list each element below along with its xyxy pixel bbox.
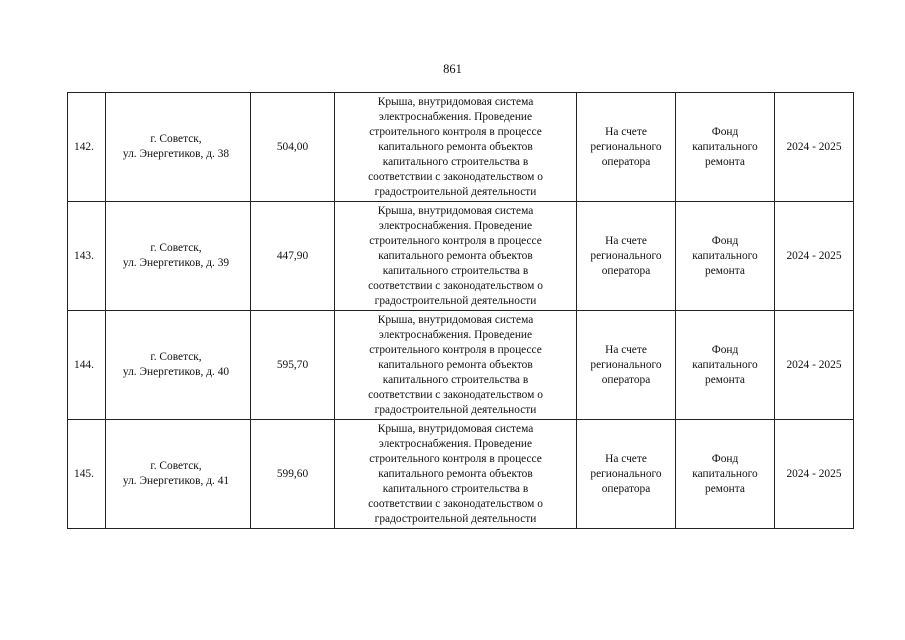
page-number: 861 bbox=[443, 62, 462, 76]
account-line: оператора bbox=[601, 482, 651, 495]
account-cell bbox=[577, 202, 676, 311]
work-description-cell bbox=[335, 420, 577, 529]
fund-line: ремонта bbox=[705, 155, 745, 168]
period-value: 2024 - 2025 bbox=[786, 140, 842, 153]
repair-works-table bbox=[67, 92, 854, 529]
fund-line: Фонд bbox=[711, 234, 739, 247]
work-line: строительного контроля в процессе bbox=[369, 234, 542, 247]
address-city: г. Советск, bbox=[150, 351, 202, 363]
work-line: капитального ремонта объектов bbox=[378, 358, 533, 371]
work-description-cell bbox=[335, 311, 577, 420]
address-street: ул. Энергетиков, д. 39 bbox=[122, 257, 230, 269]
work-line: капитального строительства в bbox=[382, 264, 529, 277]
account-line: На счете bbox=[605, 343, 647, 356]
fund-cell bbox=[676, 93, 775, 202]
work-line: капитального ремонта объектов bbox=[378, 467, 533, 480]
period-cell bbox=[775, 420, 854, 529]
work-line: градостроительной деятельности bbox=[374, 294, 537, 307]
table-body bbox=[68, 93, 854, 529]
area-value: 599,60 bbox=[276, 467, 309, 480]
period-value: 2024 - 2025 bbox=[786, 467, 842, 480]
address-cell bbox=[106, 93, 251, 202]
work-line: Крыша, внутридомовая система bbox=[377, 204, 534, 217]
account-line: регионального bbox=[590, 467, 662, 480]
account-cell bbox=[577, 93, 676, 202]
address-city: г. Советск, bbox=[150, 242, 202, 254]
row-number-cell bbox=[68, 311, 106, 420]
account-line: регионального bbox=[590, 249, 662, 262]
work-line: градостроительной деятельности bbox=[374, 185, 537, 198]
work-line: капитального ремонта объектов bbox=[378, 249, 533, 262]
fund-line: капитального bbox=[692, 467, 758, 480]
row-number: 145. bbox=[74, 467, 94, 480]
account-cell bbox=[577, 311, 676, 420]
address-cell bbox=[106, 420, 251, 529]
work-line: электроснабжения. Проведение bbox=[378, 328, 533, 341]
work-line: капитального ремонта объектов bbox=[378, 140, 533, 153]
period-cell bbox=[775, 311, 854, 420]
work-line: капитального строительства в bbox=[382, 373, 529, 386]
row-number-cell bbox=[68, 420, 106, 529]
address-street: ул. Энергетиков, д. 38 bbox=[122, 148, 230, 160]
area-cell bbox=[251, 93, 335, 202]
account-line: На счете bbox=[605, 125, 647, 138]
address-city: г. Советск, bbox=[150, 133, 202, 145]
fund-line: Фонд bbox=[711, 343, 739, 356]
work-line: Крыша, внутридомовая система bbox=[377, 313, 534, 326]
work-line: капитального строительства в bbox=[382, 155, 529, 168]
row-number: 142. bbox=[74, 140, 94, 153]
fund-line: ремонта bbox=[705, 373, 745, 386]
fund-cell bbox=[676, 202, 775, 311]
account-line: На счете bbox=[605, 234, 647, 247]
area-cell bbox=[251, 311, 335, 420]
work-line: строительного контроля в процессе bbox=[369, 343, 542, 356]
work-line: электроснабжения. Проведение bbox=[378, 437, 533, 450]
fund-line: Фонд bbox=[711, 125, 739, 138]
area-cell bbox=[251, 420, 335, 529]
work-line: электроснабжения. Проведение bbox=[378, 219, 533, 232]
area-value: 595,70 bbox=[276, 358, 309, 371]
work-description-cell bbox=[335, 93, 577, 202]
fund-line: ремонта bbox=[705, 264, 745, 277]
work-line: градостроительной деятельности bbox=[374, 403, 537, 416]
account-line: оператора bbox=[601, 264, 651, 277]
work-line: градостроительной деятельности bbox=[374, 512, 537, 525]
period-cell bbox=[775, 202, 854, 311]
account-line: регионального bbox=[590, 358, 662, 371]
table-row bbox=[68, 202, 854, 311]
row-number-cell bbox=[68, 93, 106, 202]
fund-line: капитального bbox=[692, 249, 758, 262]
account-line: На счете bbox=[605, 452, 647, 465]
account-line: регионального bbox=[590, 140, 662, 153]
area-value: 447,90 bbox=[276, 249, 309, 262]
work-line: соответствии с законодательством о bbox=[368, 497, 543, 510]
table-row bbox=[68, 93, 854, 202]
fund-line: капитального bbox=[692, 358, 758, 371]
work-line: соответствии с законодательством о bbox=[368, 388, 543, 401]
work-line: строительного контроля в процессе bbox=[369, 452, 542, 465]
work-line: Крыша, внутридомовая система bbox=[377, 422, 534, 435]
address-street: ул. Энергетиков, д. 41 bbox=[122, 475, 230, 487]
table-row bbox=[68, 311, 854, 420]
fund-line: ремонта bbox=[705, 482, 745, 495]
fund-cell bbox=[676, 420, 775, 529]
work-line: соответствии с законодательством о bbox=[368, 170, 543, 183]
area-value: 504,00 bbox=[276, 140, 309, 153]
period-value: 2024 - 2025 bbox=[786, 249, 842, 262]
period-cell bbox=[775, 93, 854, 202]
fund-line: капитального bbox=[692, 140, 758, 153]
row-number: 143. bbox=[74, 249, 94, 262]
work-line: Крыша, внутридомовая система bbox=[377, 95, 534, 108]
row-number-cell bbox=[68, 202, 106, 311]
table-row bbox=[68, 420, 854, 529]
address-cell bbox=[106, 311, 251, 420]
work-description-cell bbox=[335, 202, 577, 311]
row-number: 144. bbox=[74, 358, 94, 371]
account-line: оператора bbox=[601, 155, 651, 168]
period-value: 2024 - 2025 bbox=[786, 358, 842, 371]
work-line: соответствии с законодательством о bbox=[368, 279, 543, 292]
account-line: оператора bbox=[601, 373, 651, 386]
work-line: капитального строительства в bbox=[382, 482, 529, 495]
address-street: ул. Энергетиков, д. 40 bbox=[122, 366, 230, 378]
address-cell bbox=[106, 202, 251, 311]
address-city: г. Советск, bbox=[150, 460, 202, 472]
area-cell bbox=[251, 202, 335, 311]
fund-cell bbox=[676, 311, 775, 420]
fund-line: Фонд bbox=[711, 452, 739, 465]
work-line: электроснабжения. Проведение bbox=[378, 110, 533, 123]
account-cell bbox=[577, 420, 676, 529]
work-line: строительного контроля в процессе bbox=[369, 125, 542, 138]
